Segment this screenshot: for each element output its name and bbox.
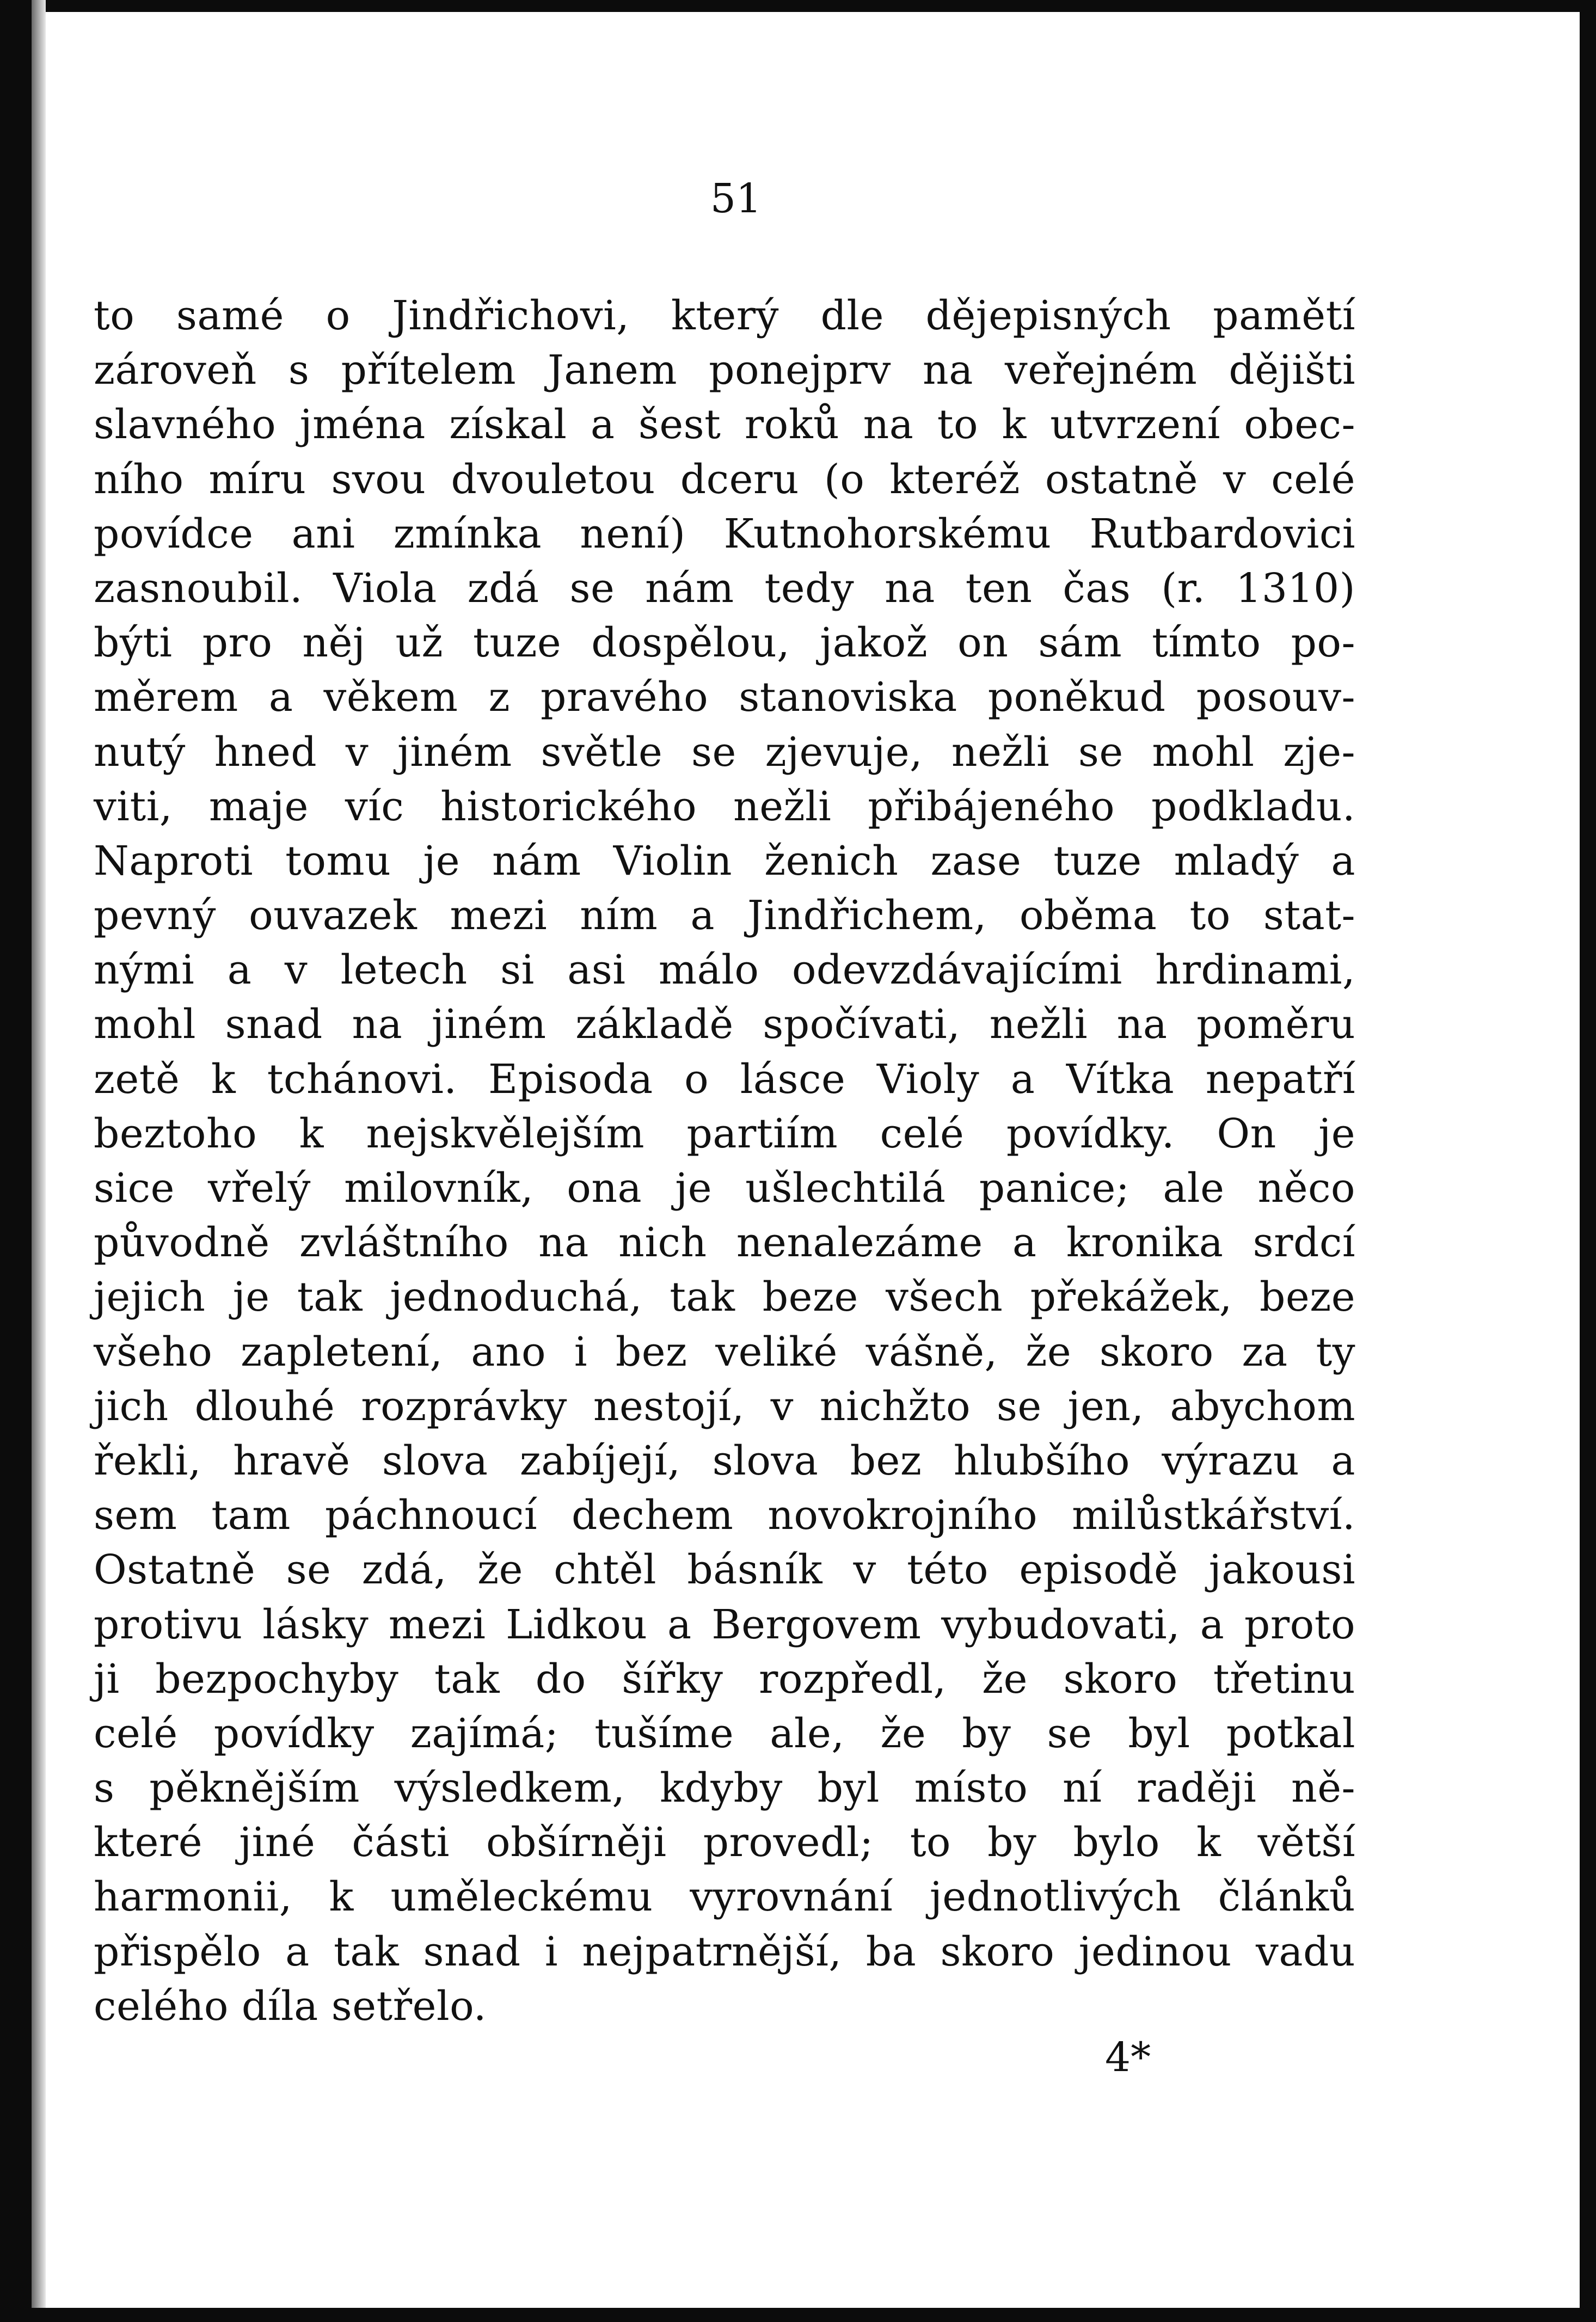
- text-line: harmonii, k uměleckému vyrovnání jednotlivých článků: [94, 1873, 1355, 1921]
- scan-border-left: [0, 0, 32, 2322]
- text-line: měrem a věkem z pravého stanoviska poněkud posouv-: [94, 674, 1355, 721]
- text-line: s pěknějším výsledkem, kdyby byl místo ní raději ně-: [94, 1765, 1355, 1812]
- text-line: jich dlouhé rozprávky nestojí, v nichžto se jen, abychom: [94, 1383, 1355, 1430]
- text-line: slavného jména získal a šest roků na to k utvrzení obec-: [94, 401, 1355, 449]
- scan-gutter-shadow: [32, 0, 46, 2322]
- text-line: Naproti tomu je nám Violin ženich zase tuze mladý a: [94, 837, 1355, 884]
- text-line: pevný ouvazek mezi ním a Jindřichem, oběma to stat-: [94, 892, 1355, 939]
- scan-border-right: [1580, 0, 1596, 2322]
- text-line: to samé o Jindřichovi, který dle dějepisných pamětí: [94, 292, 1355, 339]
- text-line: ního míru svou dvouletou dceru (o kteréž ostatně v celé: [94, 456, 1355, 503]
- text-line: celého díla setřelo.: [94, 1982, 487, 2030]
- text-line: všeho zapletení, ano i bez veliké vášně, že skoro za ty: [94, 1328, 1355, 1375]
- text-line: povídce ani zmínka není) Kutnohorskému Rutbardovici: [94, 510, 1355, 557]
- text-line: přispělo a tak snad i nejpatrnější, ba skoro jedinou vadu: [94, 1928, 1355, 1975]
- text-line: zasnoubil. Viola zdá se nám tedy na ten čas (r. 1310): [94, 564, 1355, 612]
- scan-border-top: [0, 0, 1596, 12]
- text-line: sice vřelý milovník, ona je ušlechtilá panice; ale něco: [94, 1165, 1355, 1212]
- text-line: celé povídky zajímá; tušíme ale, že by se byl potkal: [94, 1710, 1355, 1757]
- text-line: nutý hned v jiném světle se zjevuje, nežli se mohl zje-: [94, 728, 1355, 776]
- printer-signature-mark: 4*: [1105, 2034, 1151, 2081]
- text-line: zetě k tchánovi. Episoda o lásce Violy a Vítka nepatří: [94, 1055, 1355, 1103]
- text-line: zároveň s přítelem Janem ponejprv na veřejném dějišti: [94, 347, 1355, 394]
- text-line: Ostatně se zdá, že chtěl básník v této episodě jakousi: [94, 1546, 1355, 1594]
- text-line: mohl snad na jiném základě spočívati, nežli na poměru: [94, 1001, 1355, 1048]
- text-line: nými a v letech si asi málo odevzdávajícími hrdinami,: [94, 947, 1355, 994]
- scan-border-bottom: [0, 2308, 1596, 2322]
- body-paragraph: [94, 288, 1355, 2034]
- text-line: řekli, hravě slova zabíjejí, slova bez hlubšího výrazu a: [94, 1437, 1355, 1484]
- text-line: protivu lásky mezi Lidkou a Bergovem vybudovati, a proto: [94, 1601, 1355, 1648]
- page-number: 51: [710, 175, 762, 222]
- text-line: původně zvláštního na nich nenalezáme a kronika srdcí: [94, 1219, 1355, 1267]
- text-line: které jiné části obšírněji provedl; to by bylo k větší: [94, 1819, 1355, 1866]
- text-line: sem tam páchnoucí dechem novokrojního milůstkářství.: [94, 1492, 1355, 1539]
- text-line: ji bezpochyby tak do šířky rozpředl, že skoro třetinu: [94, 1655, 1355, 1703]
- text-line: jejich je tak jednoduchá, tak beze všech překážek, beze: [94, 1274, 1355, 1321]
- text-line: viti, maje víc historického nežli přibájeného podkladu.: [94, 783, 1355, 830]
- text-line: beztoho k nejskvělejším partiím celé povídky. On je: [94, 1110, 1355, 1157]
- text-line: býti pro něj už tuze dospělou, jakož on sám tímto po-: [94, 619, 1355, 667]
